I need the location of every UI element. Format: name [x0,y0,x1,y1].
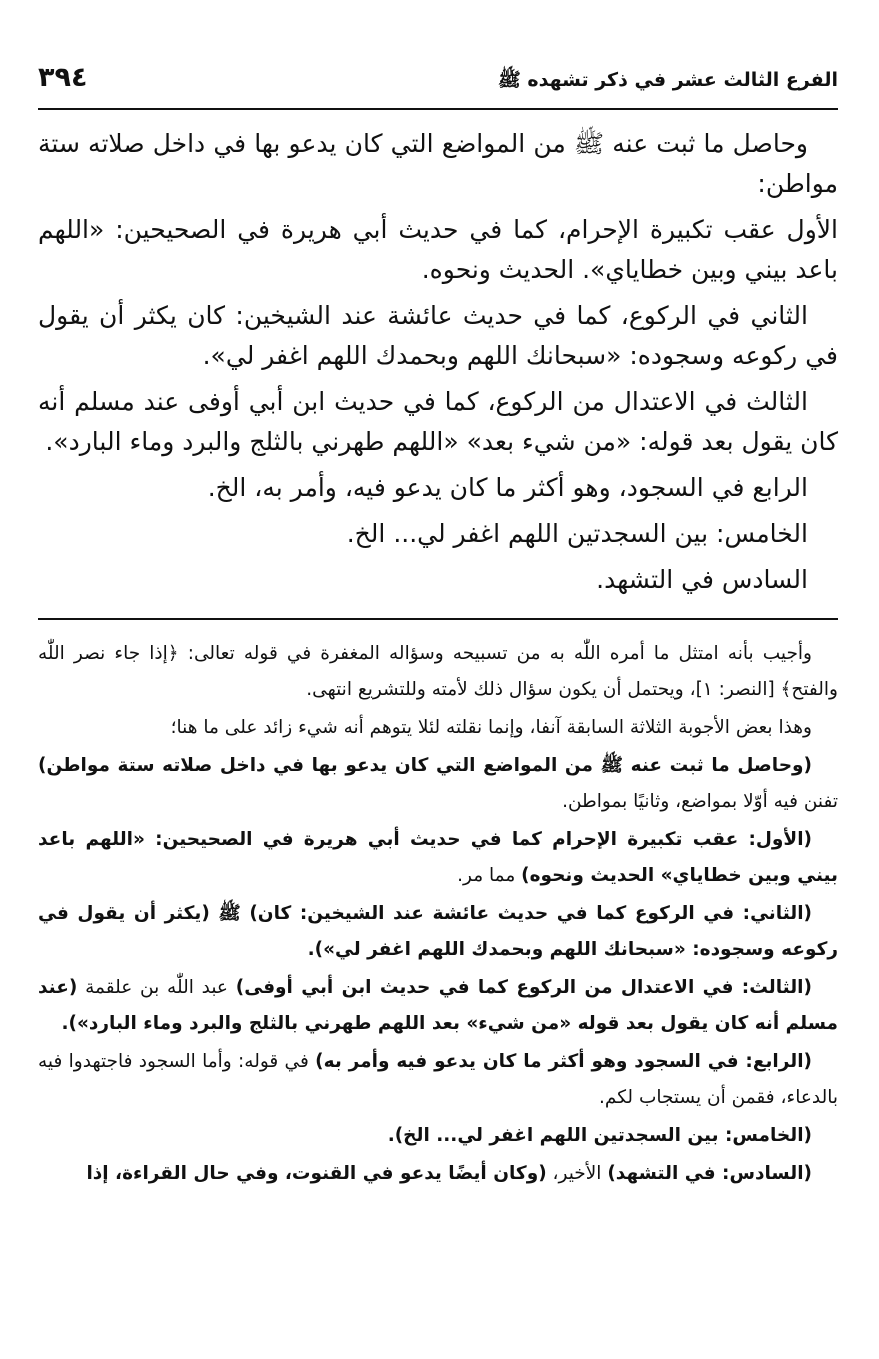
commentary-paragraph [38,822,838,894]
commentary-quote: (وكان أيضًا يدعو في القنوت، وفي حال القراءة، إذا [86,1163,547,1184]
commentary-quote: (الرابع: في السجود وهو أكثر ما كان يدعو فيه وأمر به) [315,1051,813,1072]
commentary-quote: (الثالث: في الاعتدال من الركوع كما في حديث ابن أبي أوفى) [235,977,812,998]
header-rule [38,108,838,110]
main-paragraph-first: الأول عقب تكبيرة الإحرام، كما في حديث أبي هريرة في الصحيحين: «اللهم باعد بيني وبين خطاياي». الحديث ونحوه. [38,215,838,284]
running-title: الفرع الثالث عشر في ذكر تشهده ﷺ [497,69,838,91]
main-paragraph-third: الثالث في الاعتدال من الركوع، كما في حديث ابن أبي أوفى عند مسلم أنه كان يقول بعد قوله: «من شيء بعد» «اللهم طهرني بالثلج والبرد وماء البارد». [38,387,838,456]
commentary-paragraph [38,1118,838,1154]
main-paragraph-fifth: الخامس: بين السجدتين اللهم اغفر لي... الخ. [346,519,808,548]
main-paragraph-sixth: السادس في التشهد. [596,565,808,594]
commentary-quote: (السادس: في التشهد) [607,1163,812,1184]
commentary-paragraph [38,1156,838,1192]
commentary-quote: (عند مسلم أنه كان يقول بعد قوله «من شيء» بعد اللهم طهرني بالثلج والبرد وماء البارد»). [38,977,838,1034]
commentary-paragraph [38,896,838,968]
commentary-note: في قوله: وأما السجود فاجتهدوا فيه بالدعاء، فقمن أن يستجاب لكم. [38,1051,838,1108]
commentary-note: مما مر. [457,865,516,886]
commentary-quote: (وحاصل ما ثبت عنه ﷺ من المواضع التي كان يدعو بها في داخل صلاته ستة مواطن) [38,755,812,776]
commentary-paragraph: وأجيب بأنه امتثل ما أمره اللّٰه به من تسبيحه وسؤاله المغفرة في قوله تعالى: ﴿إذا جاء نصر اللّٰه والفتح﴾ [النصر: ١]، ويحتمل أن يكون سؤال ذلك لأمته وللتشريع انتهى. [38,643,838,700]
commentary-paragraph: وهذا بعض الأجوبة الثلاثة السابقة آنفا، وإنما نقلته لئلا يتوهم أنه شيء زائد على ما هنا؛ [170,717,812,738]
main-text [38,124,838,600]
commentary-note: عبد اللّٰه بن علقمة [85,977,228,998]
commentary-paragraph [38,1044,838,1116]
commentary-paragraph [38,748,838,820]
page-number: ٣٩٤ [38,62,88,93]
main-paragraph-fourth: الرابع في السجود، وهو أكثر ما كان يدعو فيه، وأمر به، الخ. [207,473,808,502]
main-paragraph-second: الثاني في الركوع، كما في حديث عائشة عند الشيخين: كان يكثر أن يقول في ركوعه وسجوده: «سبحانك اللهم وبحمدك اللهم اغفر لي». [38,301,838,370]
commentary-quote: (الأول: عقب تكبيرة الإحرام كما في حديث أبي هريرة في الصحيحين: «اللهم باعد بيني وبين خطاياي» الحديث ونحوه) [38,829,838,886]
page-header [38,60,838,106]
book-page [38,60,838,1194]
commentary-quote: (الخامس: بين السجدتين اللهم اغفر لي... الخ). [387,1125,812,1146]
commentary-separator [38,618,838,620]
commentary-quote: (الثاني: في الركوع كما في حديث عائشة عند الشيخين: كان) ﷺ (يكثر أن يقول في ركوعه وسجوده: «سبحانك اللهم وبحمدك اللهم اغفر لي»). [38,903,838,960]
commentary-text [38,636,838,1192]
main-paragraph-summary: وحاصل ما ثبت عنه ﷺ من المواضع التي كان يدعو بها في داخل صلاته ستة مواطن: [38,129,838,198]
commentary-note: الأخير، [552,1163,602,1184]
commentary-paragraph [38,970,838,1042]
commentary-note: تفنن فيه أوّلا بمواضع، وثانيًا بمواطن. [562,791,838,812]
